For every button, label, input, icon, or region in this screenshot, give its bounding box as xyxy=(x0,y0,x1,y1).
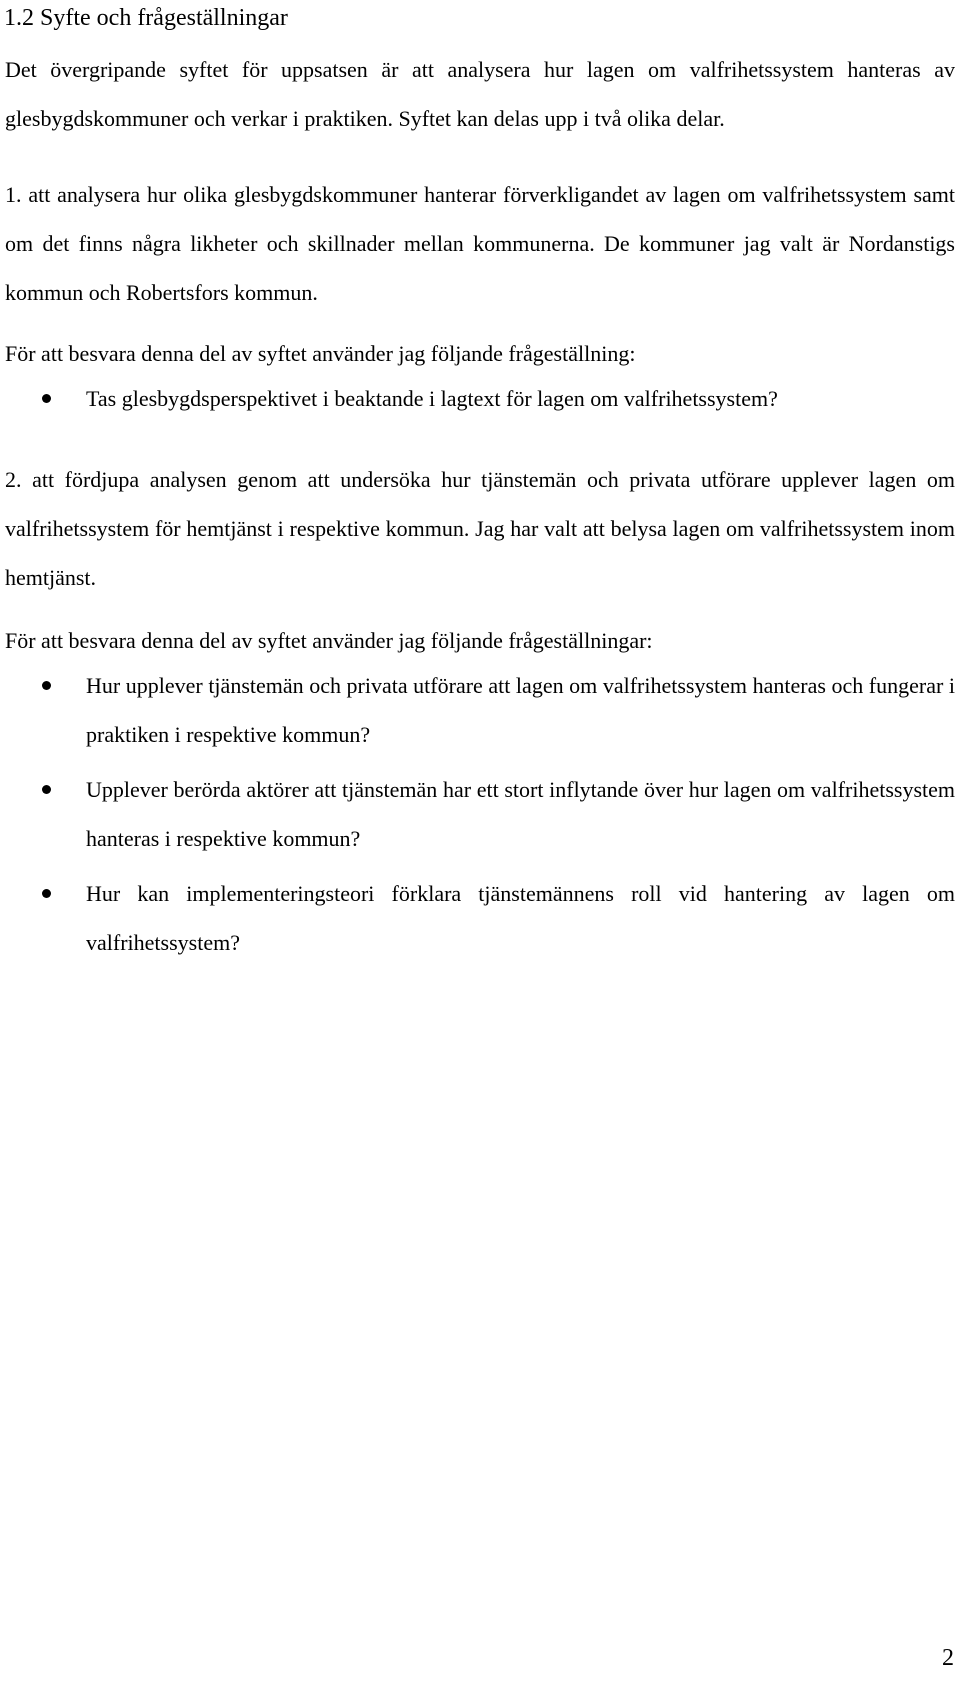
question-text: Hur kan implementeringsteori förklara tjänstemännens roll vid hantering av lagen om valfrihetssystem? xyxy=(86,881,955,955)
bullet-icon xyxy=(42,394,51,403)
question-text: Hur upplever tjänstemän och privata utförare att lagen om valfrihetssystem hanteras och fungerar i praktiken i respektive kommun? xyxy=(86,673,955,747)
question-item xyxy=(0,661,955,759)
question-text: Upplever berörda aktörer att tjänstemän har ett stort inflytande över hur lagen om valfrihetssystem hanteras i respektive kommun? xyxy=(86,777,955,851)
questions-one-list xyxy=(0,374,955,423)
bullet-icon xyxy=(42,889,51,898)
intro-paragraph: Det övergripande syftet för uppsatsen är att analysera hur lagen om valfrihetssystem hanteras av glesbygdskommuner och verkar i praktiken. Syftet kan delas upp i två olika delar. xyxy=(5,57,955,131)
aim-two-paragraph: 2. att fördjupa analysen genom att undersöka hur tjänstemän och privata utförare upplever lagen om valfrihetssystem för hemtjänst i respektive kommun. Jag har valt att belysa lagen om valfrihetssystem inom hemtjänst. xyxy=(5,467,955,590)
bullet-icon xyxy=(42,681,51,690)
aim-one-paragraph: 1. att analysera hur olika glesbygdskommuner hanterar förverkligandet av lagen om valfrihetssystem samt om det finns några likheter och skillnader mellan kommunerna. De kommuner jag valt är Nordanstigs kommun och Robertsfors kommun. xyxy=(5,182,955,305)
question-item xyxy=(0,765,955,863)
questions-two-list xyxy=(0,661,955,967)
question-item xyxy=(0,869,955,967)
question-intro-two: För att besvara denna del av syftet använder jag följande frågeställningar: xyxy=(5,628,653,653)
section-heading: 1.2 Syfte och frågeställningar xyxy=(4,5,288,31)
question-item xyxy=(0,374,955,423)
question-text: Tas glesbygdsperspektivet i beaktande i lagtext för lagen om valfrihetssystem? xyxy=(86,386,778,411)
question-intro-one: För att besvara denna del av syftet använder jag följande frågeställning: xyxy=(5,341,636,366)
bullet-icon xyxy=(42,785,51,794)
page-number: 2 xyxy=(942,1645,954,1671)
